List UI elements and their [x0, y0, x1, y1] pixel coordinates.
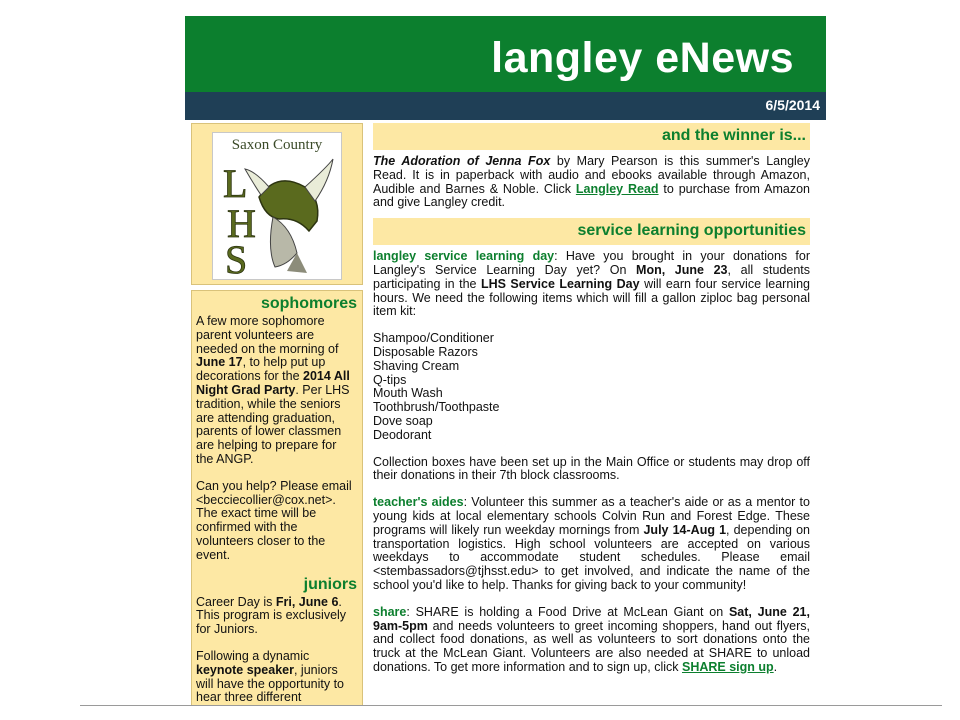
donation-item-list — [373, 332, 810, 442]
text-run: July 14-Aug 1 — [643, 522, 727, 537]
logo-letter-h: H — [227, 201, 256, 246]
text-run: will earn four service learning hours. We need the following items which will fill a gallon ziploc bag personal item kit: — [373, 276, 810, 319]
sophomores-heading: sophomores — [260, 295, 357, 312]
text-run: : Volunteer this summer as a teacher's aide or as a mentor to young kids at local elementary schools Colvin Run and Forest Edge. These programs will likely run weekday mornings from — [373, 495, 810, 537]
text-run: . — [773, 659, 778, 674]
text-run: 2014 All Night Grad Party — [196, 369, 350, 397]
masthead — [185, 16, 826, 92]
main-column — [373, 123, 810, 675]
donation-item: Shampoo/Conditioner — [373, 331, 494, 346]
text-run: Following a dynamic — [196, 648, 310, 663]
saxon-logo — [212, 132, 342, 280]
share-paragraph — [373, 606, 810, 675]
inline-link[interactable]: SHARE sign up — [681, 659, 774, 674]
newsletter — [185, 16, 826, 706]
text-run: Mon, June 23 — [636, 262, 728, 277]
sophomores-contact: Can you help? Please email <becciecollier@cox.net>. The exact time will be confirmed with the volunteers closer to the event. — [196, 478, 352, 562]
service-day-paragraph — [373, 250, 810, 319]
donation-item: Toothbrush/Toothpaste — [373, 400, 500, 415]
sidebar — [191, 290, 363, 706]
text-run: . This program is exclusively for Juniors. — [196, 594, 347, 637]
text-run: The Adoration of Jenna Fox — [373, 154, 551, 168]
section-keyword: teacher's aides — [373, 495, 464, 510]
date-bar — [185, 92, 826, 120]
inline-link[interactable]: Langley Read — [575, 181, 659, 196]
donation-item: Q-tips — [373, 372, 407, 387]
text-run: by Mary Pearson is this summer's Langley Read. It is in paperback with audio and ebooks available through Amazon, Audible and Barnes & Noble. Click — [373, 154, 811, 196]
text-run: and needs volunteers to greet incoming shoppers, hand out flyers, and collect food donations, as well as volunteers to sort donations onto the truck at the McLean Giant. Volunteers are also needed at SHARE to unload donations. To get more information and to sign up, click — [373, 618, 810, 674]
donation-item: Mouth Wash — [373, 386, 443, 401]
text-run: LHS Service Learning Day — [480, 276, 640, 291]
service-heading: service learning opportunities — [373, 218, 810, 245]
text-run: : Have you brought in your donations for Langley's Service Learning Day yet? On — [373, 249, 811, 277]
text-run: , all students participating in the — [373, 262, 810, 291]
donation-item: Deodorant — [373, 427, 432, 442]
juniors-paragraph — [196, 596, 357, 637]
text-run: Sat, June 21, 9am-5pm — [373, 604, 810, 633]
logo-caption: Saxon Country — [231, 137, 323, 153]
masthead-title: langley eNews — [491, 34, 794, 82]
text-run: . Per LHS tradition, while the seniors are attending graduation, parents of lower classmen are helping to prepare for the ANGP. — [196, 382, 350, 466]
logo-letter-l: L — [223, 161, 248, 206]
viking-helmet-icon — [217, 157, 339, 275]
juniors-keynote — [196, 650, 357, 705]
section-keyword: langley service learning day — [373, 249, 555, 264]
donation-item: Dove soap — [373, 413, 433, 428]
sophomores-paragraph — [196, 315, 357, 467]
text-run: Career Day is — [196, 594, 276, 609]
issue-date: 6/5/2014 — [765, 97, 820, 113]
winner-heading: and the winner is... — [373, 123, 810, 150]
text-run: A few more sophomore parent volunteers are needed on the morning of — [196, 314, 339, 356]
text-run: , depending on transportation logistics. High school volunteers are accepted on various weekdays to accommodate student schedules. Please email <stembassadors@tjhsst.edu> to get involved, and indicate the name of the school you'd like to help. Thanks for giving back to your community! — [373, 522, 811, 592]
text-run: , to help put up decorations for the — [196, 355, 326, 384]
teachers-aides-paragraph — [373, 496, 810, 593]
text-run: to purchase from Amazon and give Langley credit. — [373, 181, 810, 210]
text-run: Fri, June 6 — [275, 594, 339, 609]
juniors-heading: juniors — [303, 575, 357, 593]
text-run: , juniors will have the opportunity to hear three different — [196, 662, 345, 705]
text-run: keynote speaker — [196, 662, 294, 677]
winner-paragraph — [373, 155, 810, 210]
text-run: : SHARE is holding a Food Drive at McLean Giant on — [406, 604, 729, 619]
logo-letter-s: S — [225, 237, 248, 275]
bottom-divider — [80, 705, 942, 706]
donation-item: Shaving Cream — [373, 358, 460, 373]
collection-paragraph: Collection boxes have been set up in the Main Office or students may drop off their donations in their 7th block classrooms. — [373, 454, 810, 483]
section-keyword: share — [373, 604, 407, 619]
donation-item: Disposable Razors — [373, 344, 478, 359]
text-run: June 17 — [196, 355, 243, 370]
logo-box — [191, 123, 363, 285]
